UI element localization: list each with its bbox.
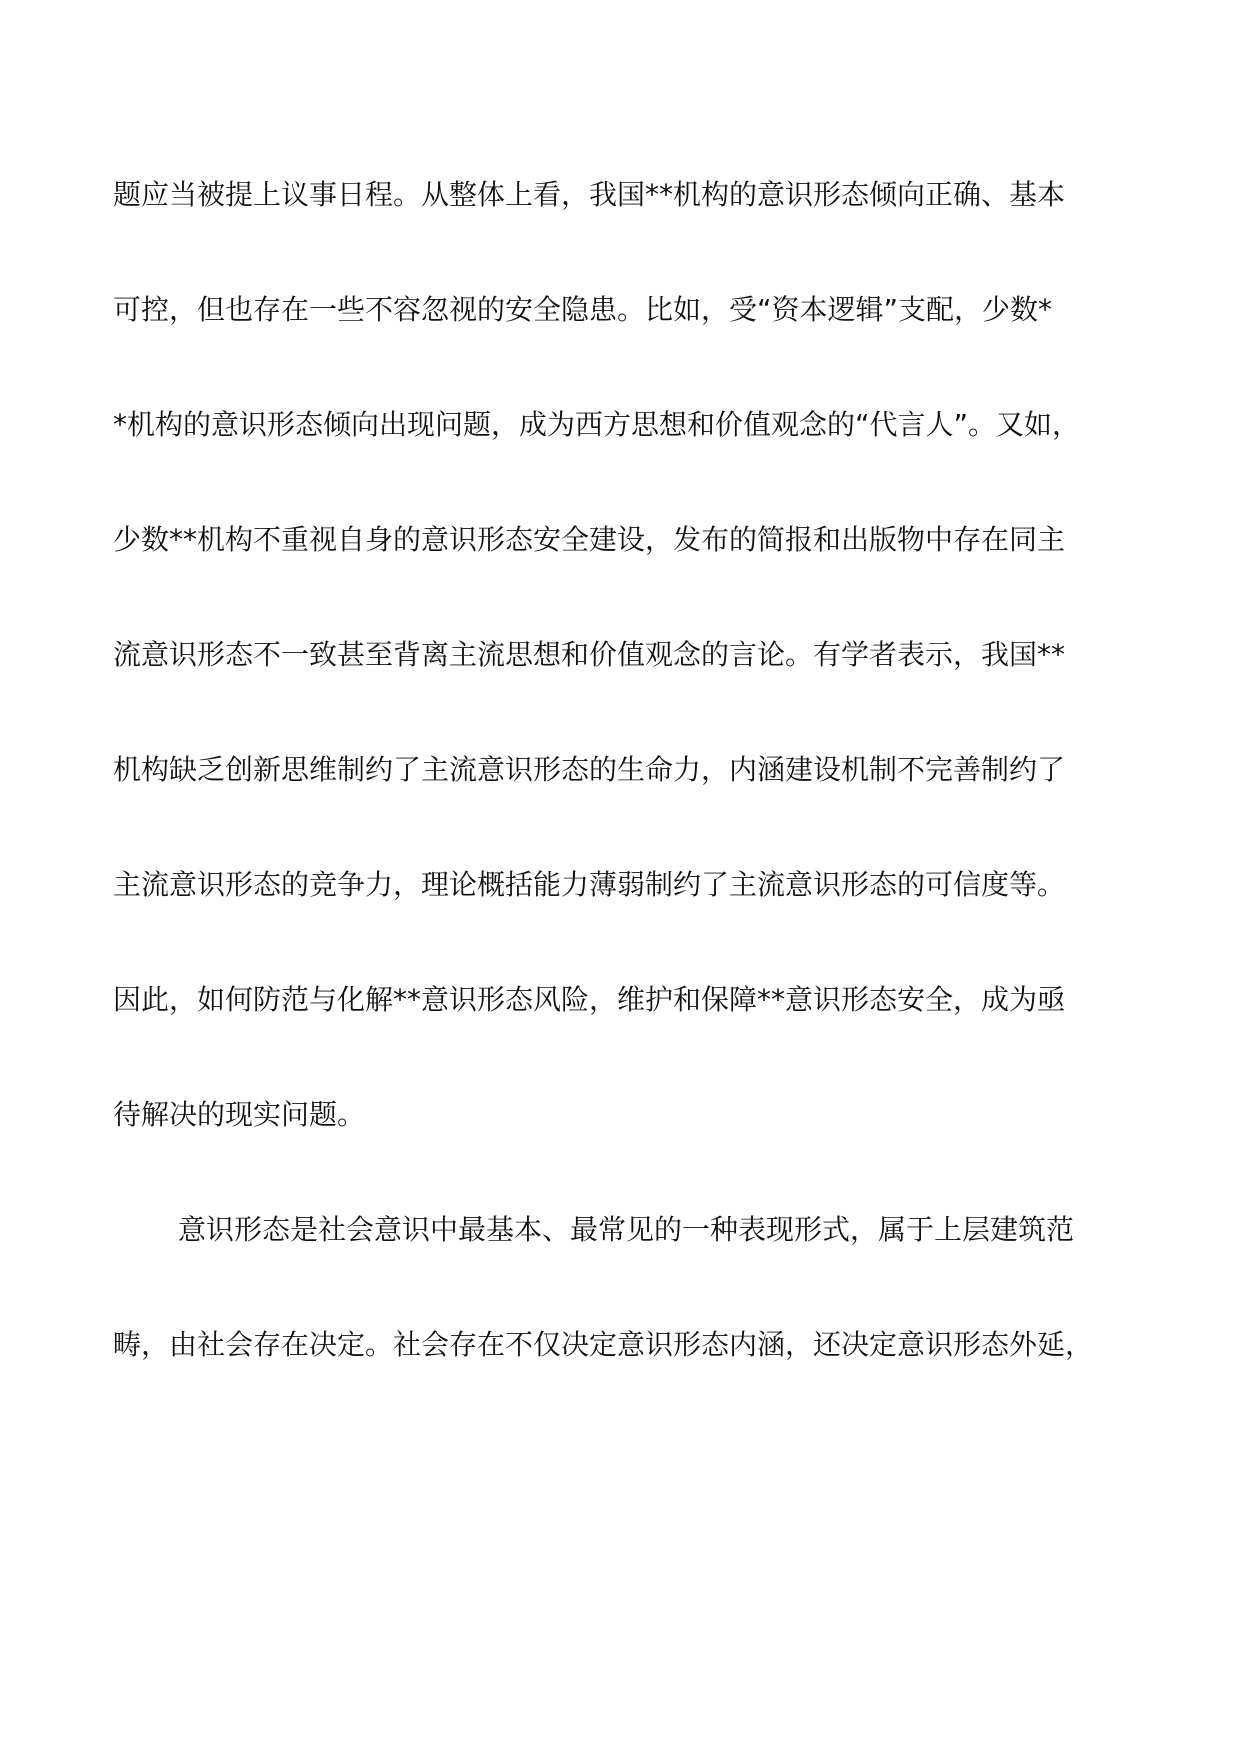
text-line-7: 主流意识形态的竞争力，理论概括能力薄弱制约了主流意识形态的可信度等。 (113, 868, 1066, 901)
text-line-8: 因此，如何防范与化解**意识形态风险，维护和保障**意识形态安全，成为亟 (113, 983, 1066, 1016)
text-line-1: 题应当被提上议事日程。从整体上看，我国**机构的意识形态倾向正确、基本 (113, 178, 1066, 211)
text-line-2: 可控，但也存在一些不容忽视的安全隐患。比如，受“资本逻辑”支配，少数* (113, 293, 1053, 326)
text-line-5: 流意识形态不一致甚至背离主流思想和价值观念的言论。有学者表示，我国** (113, 638, 1066, 671)
text-line-3: *机构的意识形态倾向出现问题，成为西方思想和价值观念的“代言人”。又如， (113, 408, 1081, 441)
paragraph-2-line-2: 畴，由社会存在决定。社会存在不仅决定意识形态内涵，还决定意识形态外延， (113, 1328, 1094, 1361)
paragraph-2-line-1: 意识形态是社会意识中最基本、最常见的一种表现形式，属于上层建筑范 (178, 1213, 1075, 1246)
text-line-6: 机构缺乏创新思维制约了主流意识形态的生命力，内涵建设机制不完善制约了 (113, 753, 1066, 786)
text-line-4: 少数**机构不重视自身的意识形态安全建设，发布的简报和出版物中存在同主 (113, 523, 1066, 556)
text-line-9: 待解决的现实问题。 (113, 1098, 366, 1131)
